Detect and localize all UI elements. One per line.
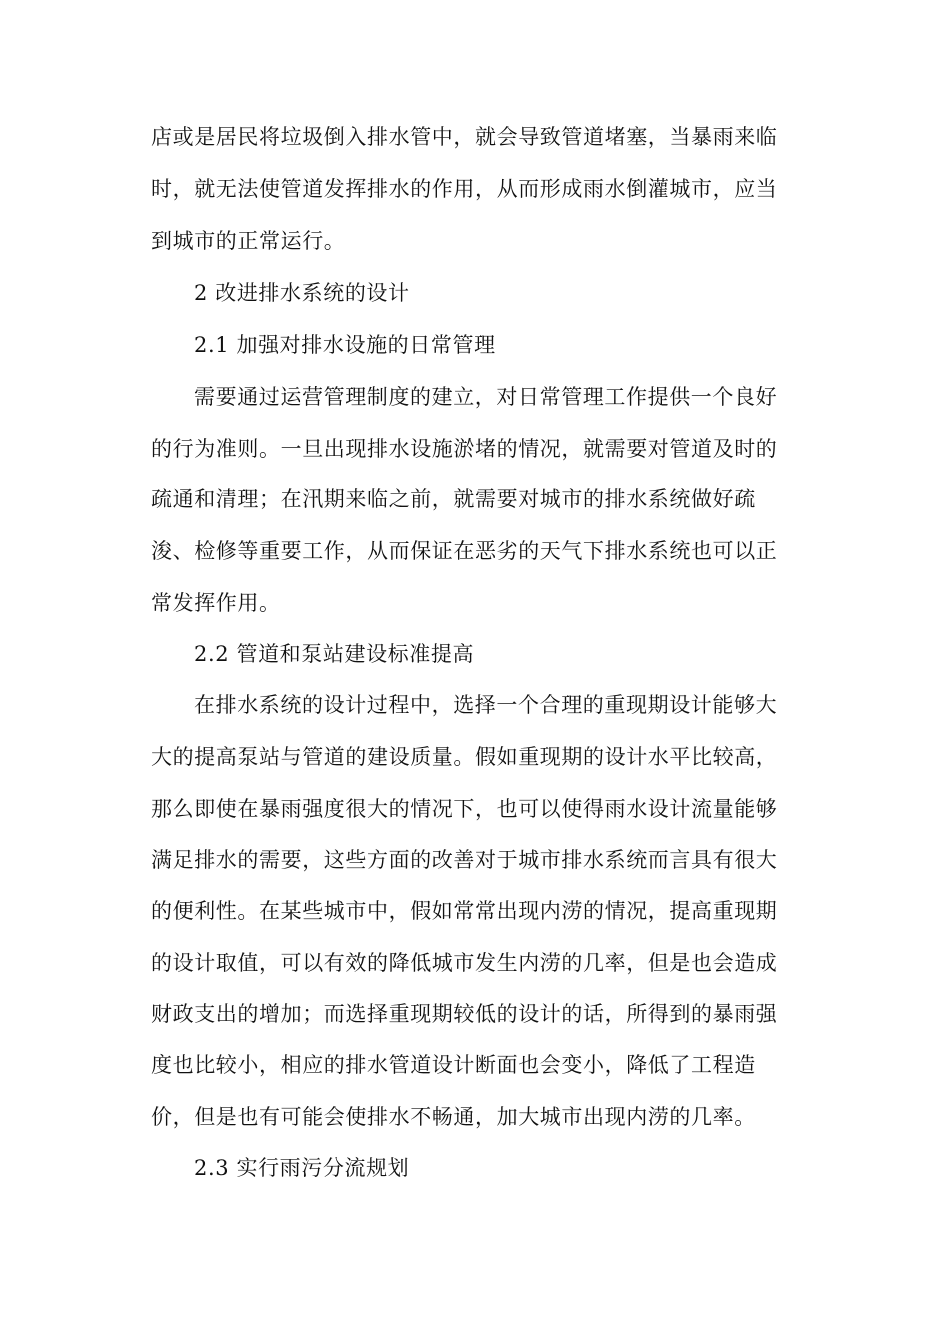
text-line: 在排水系统的设计过程中，选择一个合理的重现期设计能够大 — [194, 693, 778, 717]
section-heading: 2 改进排水系统的设计 — [194, 281, 410, 305]
text-line: 时，就无法使管道发挥排水的作用，从而形成雨水倒灌城市，应当 — [151, 177, 778, 201]
subsection-heading: 2.1 加强对排水设施的日常管理 — [194, 333, 496, 357]
text-line: 价，但是也有可能会使排水不畅通，加大城市出现内涝的几率。 — [151, 1105, 756, 1129]
text-line: 那么即使在暴雨强度很大的情况下，也可以使得雨水设计流量能够 — [151, 797, 778, 821]
subsection-heading: 2.3 实行雨污分流规划 — [194, 1156, 410, 1180]
text-line: 的便利性。在某些城市中，假如常常出现内涝的情况，提高重现期 — [151, 899, 778, 923]
text-line: 的行为准则。一旦出现排水设施淤堵的情况，就需要对管道及时的 — [151, 437, 778, 461]
text-line: 疏通和清理；在汛期来临之前，就需要对城市的排水系统做好疏 — [151, 487, 756, 511]
text-line: 满足排水的需要，这些方面的改善对于城市排水系统而言具有很大 — [151, 848, 778, 872]
text-line: 度也比较小，相应的排水管道设计断面也会变小，降低了工程造 — [151, 1053, 756, 1077]
text-line: 财政支出的增加；而选择重现期较低的设计的话，所得到的暴雨强 — [151, 1002, 778, 1026]
text-line: 常发挥作用。 — [151, 591, 281, 615]
text-line: 的设计取值，可以有效的降低城市发生内涝的几率，但是也会造成 — [151, 951, 778, 975]
subsection-heading: 2.2 管道和泵站建设标准提高 — [194, 642, 475, 666]
text-line: 到城市的正常运行。 — [151, 229, 346, 253]
text-line: 需要通过运营管理制度的建立，对日常管理工作提供一个良好 — [194, 385, 778, 409]
text-line: 店或是居民将垃圾倒入排水管中，就会导致管道堵塞，当暴雨来临 — [151, 125, 778, 149]
text-line: 浚、检修等重要工作，从而保证在恶劣的天气下排水系统也可以正 — [151, 539, 778, 563]
text-line: 大的提高泵站与管道的建设质量。假如重现期的设计水平比较高， — [151, 745, 778, 769]
